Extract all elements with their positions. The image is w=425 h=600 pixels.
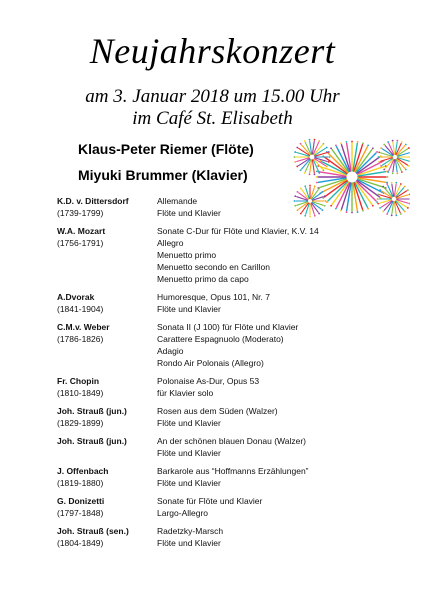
program-entry	[57, 525, 407, 549]
program-entry	[57, 405, 407, 429]
composer-name: Joh. Strauß (jun.)	[57, 406, 127, 416]
composer-years: (1804-1849)	[57, 538, 104, 548]
composer-name: Joh. Strauß (sen.)	[57, 526, 129, 536]
composer-years: (1797-1848)	[57, 508, 104, 518]
work-line: Menuetto primo	[157, 250, 217, 260]
work-line: An der schönen blauen Donau (Walzer)	[157, 436, 306, 446]
work-line: Flöte und Klavier	[157, 538, 221, 548]
composer-years: (1819-1880)	[57, 478, 104, 488]
program-entry	[57, 435, 407, 459]
composer-years: (1739-1799)	[57, 208, 104, 218]
composer-name: A.Dvorak	[57, 292, 95, 302]
work-line: Flöte und Klavier	[157, 208, 221, 218]
performer-flute: Klaus-Peter Riemer (Flöte)	[78, 141, 254, 157]
program-entry	[57, 495, 407, 519]
composer-name: G. Donizetti	[57, 496, 105, 506]
work-line: Rondo Air Polonais (Allegro)	[157, 358, 264, 368]
composer-name: K.D. v. Dittersdorf	[57, 196, 129, 206]
work-line: Sonate für Flöte und Klavier	[157, 496, 263, 506]
composer-name: C.M.v. Weber	[57, 322, 110, 332]
work-line: Flöte und Klavier	[157, 478, 221, 488]
work-line: Sonate C-Dur für Flöte und Klavier, K.V. 14	[157, 226, 319, 236]
program-entry	[57, 225, 407, 285]
composer-name: Fr. Chopin	[57, 376, 100, 386]
work-line: Flöte und Klavier	[157, 448, 221, 458]
composer-years: (1829-1899)	[57, 418, 104, 428]
program-list	[57, 195, 407, 555]
performer-piano: Miyuki Brummer (Klavier)	[78, 167, 248, 183]
work-line: Radetzky-Marsch	[157, 526, 224, 536]
work-line: Allegro	[157, 238, 184, 248]
composer-years: (1756-1791)	[57, 238, 104, 248]
program-entry	[57, 465, 407, 489]
composer-name: W.A. Mozart	[57, 226, 106, 236]
work-line: für Klavier solo	[157, 388, 214, 398]
work-line: Humoresque, Opus 101, Nr. 7	[157, 292, 270, 302]
program-entry	[57, 321, 407, 369]
work-line: Rosen aus dem Süden (Walzer)	[157, 406, 278, 416]
program-entry	[57, 291, 407, 315]
work-line: Flöte und Klavier	[157, 418, 221, 428]
work-line: Largo-Allegro	[157, 508, 209, 518]
work-line: Adagio	[157, 346, 184, 356]
work-line: Sonata II (J 100) für Flöte und Klavier	[157, 322, 299, 332]
work-line: Polonaise As-Dur, Opus 53	[157, 376, 260, 386]
composer-name: J. Offenbach	[57, 466, 109, 476]
work-line: Carattere Espagnuolo (Moderato)	[157, 334, 284, 344]
work-line: Barkarole aus “Hoffmanns Erzählungen”	[157, 466, 309, 476]
composer-years: (1810-1849)	[57, 388, 104, 398]
work-line: Flöte und Klavier	[157, 304, 221, 314]
program-entry	[57, 375, 407, 399]
venue: im Café St. Elisabeth	[132, 108, 293, 129]
concert-title: Neujahrskonzert	[89, 31, 336, 71]
date-time: am 3. Januar 2018 um 15.00 Uhr	[85, 86, 340, 107]
composer-name: Joh. Strauß (jun.)	[57, 436, 127, 446]
work-line: Menuetto primo da capo	[157, 274, 249, 284]
composer-years: (1786-1826)	[57, 334, 104, 344]
work-line: Menuetto secondo en Carillon	[157, 262, 270, 272]
composer-years: (1841-1904)	[57, 304, 104, 314]
work-line: Allemande	[157, 196, 198, 206]
program-entry	[57, 195, 407, 219]
